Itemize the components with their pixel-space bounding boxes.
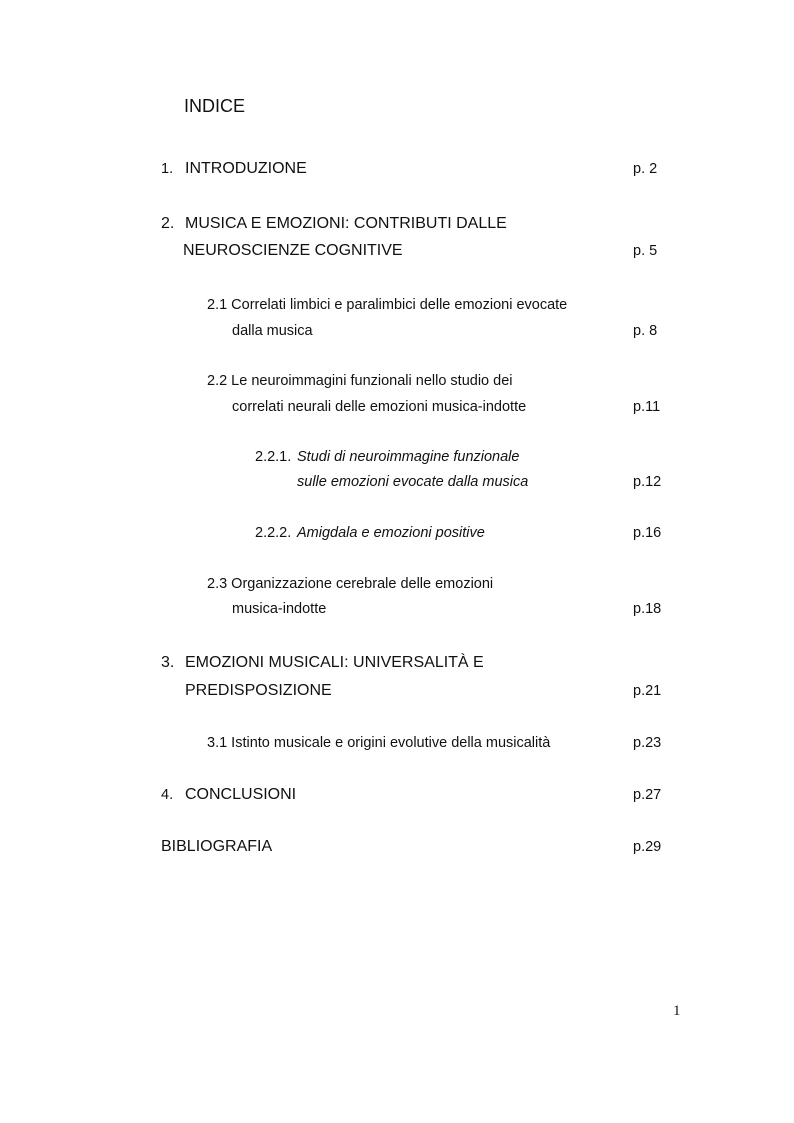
toc-page-2-3: p.18 [633,601,662,617]
toc-entry-2-1: 2.1 Correlati limbici e paralimbici delle emozioni evocate [207,297,568,313]
toc-entry-2-2-2: Amigdala e emozioni positive [297,525,485,541]
toc-page-2-2-1: p.12 [633,474,662,490]
page-number: 1 [673,1003,681,1019]
toc-entry-2-1-line2: dalla musica [232,323,313,339]
toc-number-4: 4. [161,787,174,803]
toc-entry-musica-emozioni-line2: NEUROSCIENZE COGNITIVE [183,242,403,259]
toc-page-3-1: p.23 [633,735,662,751]
toc-entry-introduzione: INTRODUZIONE [185,160,307,177]
toc-number-2-2-1: 2.2.1. [255,449,292,465]
toc-page-2-2-2: p.16 [633,525,662,541]
toc-page-emozioni-musicali: p.21 [633,683,662,699]
toc-page-introduzione: p. 2 [633,161,658,177]
toc-entry-2-2: 2.2 Le neuroimmagini funzionali nello studio dei [207,373,513,389]
page-title: INDICE [184,96,246,116]
toc-page-2-2: p.11 [633,399,661,415]
toc-entry-bibliografia: BIBLIOGRAFIA [161,838,273,855]
toc-number-3: 3. [161,654,175,671]
toc-entry-2-3-line2: musica-indotte [232,601,327,617]
toc-entry-2-2-1-line2: sulle emozioni evocate dalla musica [297,474,529,490]
toc-entry-emozioni-musicali-line2: PREDISPOSIZIONE [185,682,332,699]
toc-entry-2-3: 2.3 Organizzazione cerebrale delle emozioni [207,576,494,592]
toc-number-1: 1. [161,161,174,177]
toc-entry-conclusioni: CONCLUSIONI [185,786,297,803]
toc-entry-2-2-1: Studi di neuroimmagine funzionale [297,449,520,465]
toc-page-musica-emozioni: p. 5 [633,243,658,259]
toc-entry-2-2-line2: correlati neurali delle emozioni musica-indotte [232,399,527,415]
toc-page-conclusioni: p.27 [633,787,662,803]
toc-entry-musica-emozioni: MUSICA E EMOZIONI: CONTRIBUTI DALLE [185,215,507,232]
toc-page-bibliografia: p.29 [633,839,662,855]
toc-page-2-1: p. 8 [633,323,658,339]
toc-number-2: 2. [161,215,175,232]
toc-entry-emozioni-musicali: EMOZIONI MUSICALI: UNIVERSALITÀ E [185,654,484,671]
toc-entry-3-1: 3.1 Istinto musicale e origini evolutive della musicalità [207,735,551,751]
toc-number-2-2-2: 2.2.2. [255,525,292,541]
